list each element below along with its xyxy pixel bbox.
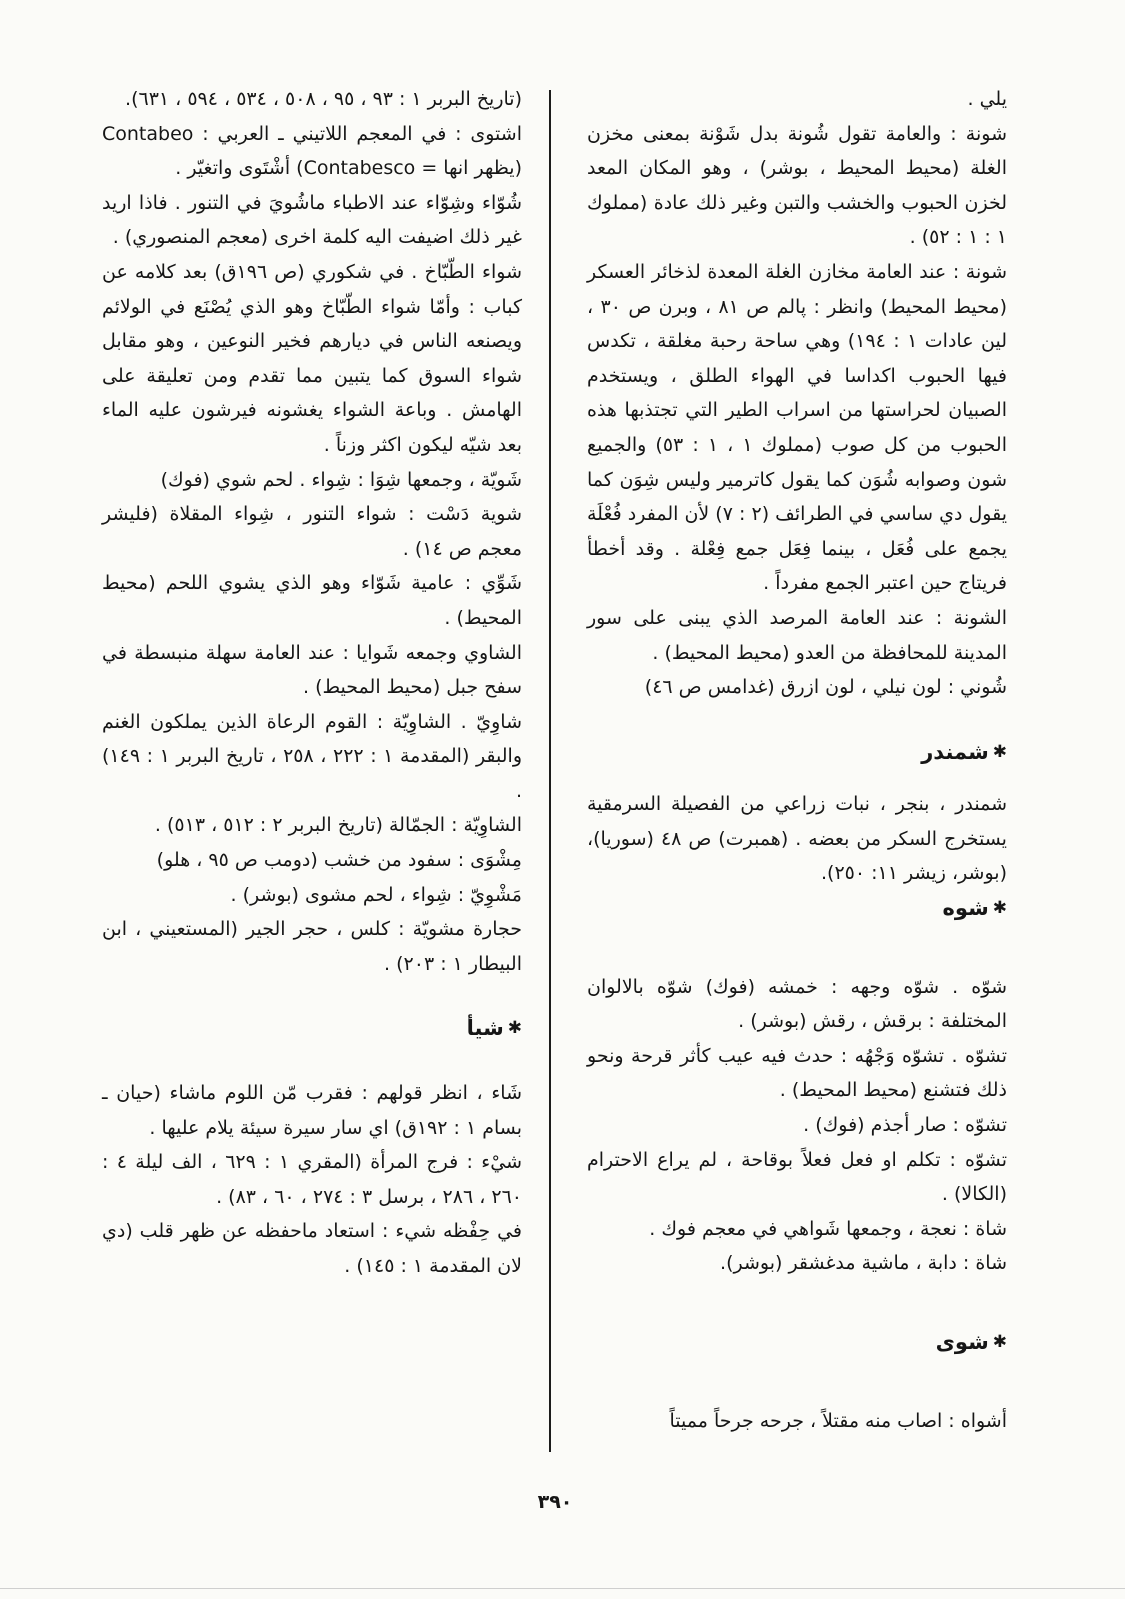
entry-text: مَشْوِيّ : شِواء ، لحم مشوى (بوشر) .	[230, 883, 522, 906]
scan-edge-line	[0, 1588, 1125, 1589]
entry-text: شاة : نعجة ، وجمعها شَواهي في معجم فوك .	[649, 1217, 1007, 1240]
heading-text: شوى	[935, 1330, 989, 1354]
entry-text: تشوّه : صار أجذم (فوك) .	[803, 1114, 1007, 1137]
entry-text: أشواه : اصاب منه مقتلاً ، جرحه جرحاً مميتاً	[669, 1409, 1007, 1432]
entry-text: تشوّه . تشوّه وَجْهُه : حدث فيه عيب كأثر قرحة ونحو ذلك فتشنع (محيط المحيط) .	[587, 1044, 1007, 1102]
entry-text: يلي .	[967, 88, 1007, 110]
section-heading-shamandar	[587, 735, 1007, 770]
entry-text: شاة : دابة ، ماشية مدغشقر (بوشر).	[720, 1252, 1007, 1275]
entry-text: الشونة : عند العامة المرصد الذي يبنى على سور المدينة للمحافظة من العدو (محيط المحيط) .	[587, 606, 1007, 664]
section-heading-shay	[102, 1011, 522, 1046]
column-divider	[549, 90, 551, 1452]
entry-text: شمندر ، بنجر ، نبات زراعي من الفصيلة السرمقية يستخرج السكر من بعضه . (همبرت) ص ٤٨ (سوريا)، (بوشر، زيشر ١١: ٢٥٠).	[587, 793, 1007, 885]
entry-text: في حِفْظه شيء : استعاد ماحفظه عن ظهر قلب (دي لان المقدمة ١ : ١٤٥) .	[102, 1220, 522, 1277]
entry-text: شَاء ، انظر قولهم : فقرب مّن اللوم ماشاء (حيان ـ بسام ١ : ١٩٢ق) اي سار سيرة سيئة يلام عليها .	[102, 1082, 522, 1139]
asterisk-icon: ✱	[507, 1018, 522, 1039]
right-column	[587, 82, 1007, 1438]
entry-text: اشتوى : في المعجم اللاتيني ـ العربي : Contabeo (يظهر انها = Contabesco) أشْتَوى واتغيّر .	[102, 122, 522, 180]
heading-text: شيأ	[466, 1016, 504, 1041]
entry-text: شونة : والعامة تقول شُونة بدل شَوْنة بمعنى مخزن الغلة (محيط المحيط ، بوشر) ، وهو المكان المعد لخزن الحبوب والخشب والتبن وغير ذلك عادة (مملوك ١ : ١ : ٥٢) .	[587, 122, 1007, 249]
entry-text: مِشْوَى : سفود من خشب (دومب ص ٩٥ ، هلو)	[156, 849, 522, 872]
asterisk-icon: ✱	[992, 1332, 1007, 1352]
asterisk-icon: ✱	[992, 898, 1007, 919]
entry-text: الشاوِيّة : الجمّالة (تاريخ البربر ٢ : ٥١٢ ، ٥١٣) .	[154, 814, 522, 837]
entry-text: شوية دَسْت : شواء التنور ، شِواء المقلاة (فليشر معجم ص ١٤) .	[102, 503, 522, 560]
entry-text: شُوّاء وشِوّاء عند الاطباء ماشُويَ في التنور . فاذا اريد غير ذلك اضيفت اليه كلمة اخرى (معجم المنصوري) .	[102, 191, 522, 249]
heading-text: شوه	[942, 896, 989, 921]
entry-text: الشاوي وجمعه شَوايا : عند العامة سهلة منبسطة في سفح جبل (محيط المحيط) .	[102, 641, 522, 699]
entry-text: شونة : عند العامة مخازن الغلة المعدة لذخائر العسكر (محيط المحيط) وانظر : پالم ص ٨١ ، وبرن ص ٣٠ ، لين عادات ١ : ١٩٤) وهي ساحة رحبة مغلقة ، تكدس فيها الحبوب اكداسا في الهواء الطلق ، ويستخدم الصبيان لحراستها من اسراب الطير التي تجتذبها هذه الحبوب من كل صوب (مملوك ١ ، ١ : ٥٣) والجميع شون وصوابه شُوَن كما يقول كاترمير وليس شِوَن كما يقول دي ساسي في الطرائف (٢ : ٧) لأن المفرد فُعْلَة يجمع على فُعَل ، بينما فِعَل جمع فِعْلة . وقد أخطأ فريتاج حين اعتبر الجمع مفرداً .	[587, 260, 1008, 595]
entry-text: تشوّه : تكلم او فعل فعلاً بوقاحة ، لم يراع الاحترام (الكالا) .	[587, 1148, 1007, 1206]
entry-text: شوّه . شوّه وجهه : خمشه (فوك) شوّه بالالوان المختلفة : برقش ، رقش (بوشر) .	[587, 975, 1007, 1033]
section-heading-shawh	[587, 891, 1007, 926]
entry-text: شَويّة ، وجمعها شِوَا : شِواء . لحم شوي (فوك)	[160, 468, 522, 491]
entry-text: شَوِّي : عامية شَوّاء وهو الذي يشوي اللحم (محيط المحيط) .	[102, 572, 522, 629]
page-number: ٣٩٠	[537, 1491, 573, 1513]
section-heading-shawa	[587, 1325, 1007, 1360]
entry-text: (تاريخ البربر ١ : ٩٣ ، ٩٥ ، ٥٠٨ ، ٥٣٤ ، ٥٩٤ ، ٦٣١).	[125, 88, 522, 110]
entry-text: شواء الطّبّاخ . في شكوري (ص ١٩٦ق) بعد كلامه عن كباب : وأمّا شواء الطّبّاخ وهو الذي يُصْنَع في الولائم ويصنعه الناس في ديارهم فخير النوعين ، وهو مقابل شواء السوق كما يتبين مما تقدم ومن تعليقة على الهامش . وباعة الشواء يغشونه فيرشون عليه الماء بعد شيّه ليكون اكثر وزناً .	[102, 260, 522, 456]
entry-text: شاوِيّ . الشاوِيّة : القوم الرعاة الذين يملكون الغنم والبقر (المقدمة ١ : ٢٢٢ ، ٢٥٨ ، تاريخ البربر ١ : ١٤٩) .	[102, 710, 523, 802]
left-column	[102, 82, 522, 1284]
entry-text: حجارة مشويّة : كلس ، حجر الجير (المستعيني ، ابن البيطار ١ : ٢٠٣) .	[102, 918, 522, 975]
heading-text: شمندر	[921, 739, 989, 764]
asterisk-icon: ✱	[992, 741, 1007, 762]
entry-text: شُوني : لون نيلي ، لون ازرق (غدامس ص ٤٦)	[644, 676, 1007, 699]
entry-text: شيْء : فرج المرأة (المقري ١ : ٦٢٩ ، الف ليلة ٤ : ٢٦٠ ، ٢٨٦ ، برسل ٣ : ٢٧٤ ، ٦٠ ، ٨٣) .	[102, 1151, 522, 1208]
